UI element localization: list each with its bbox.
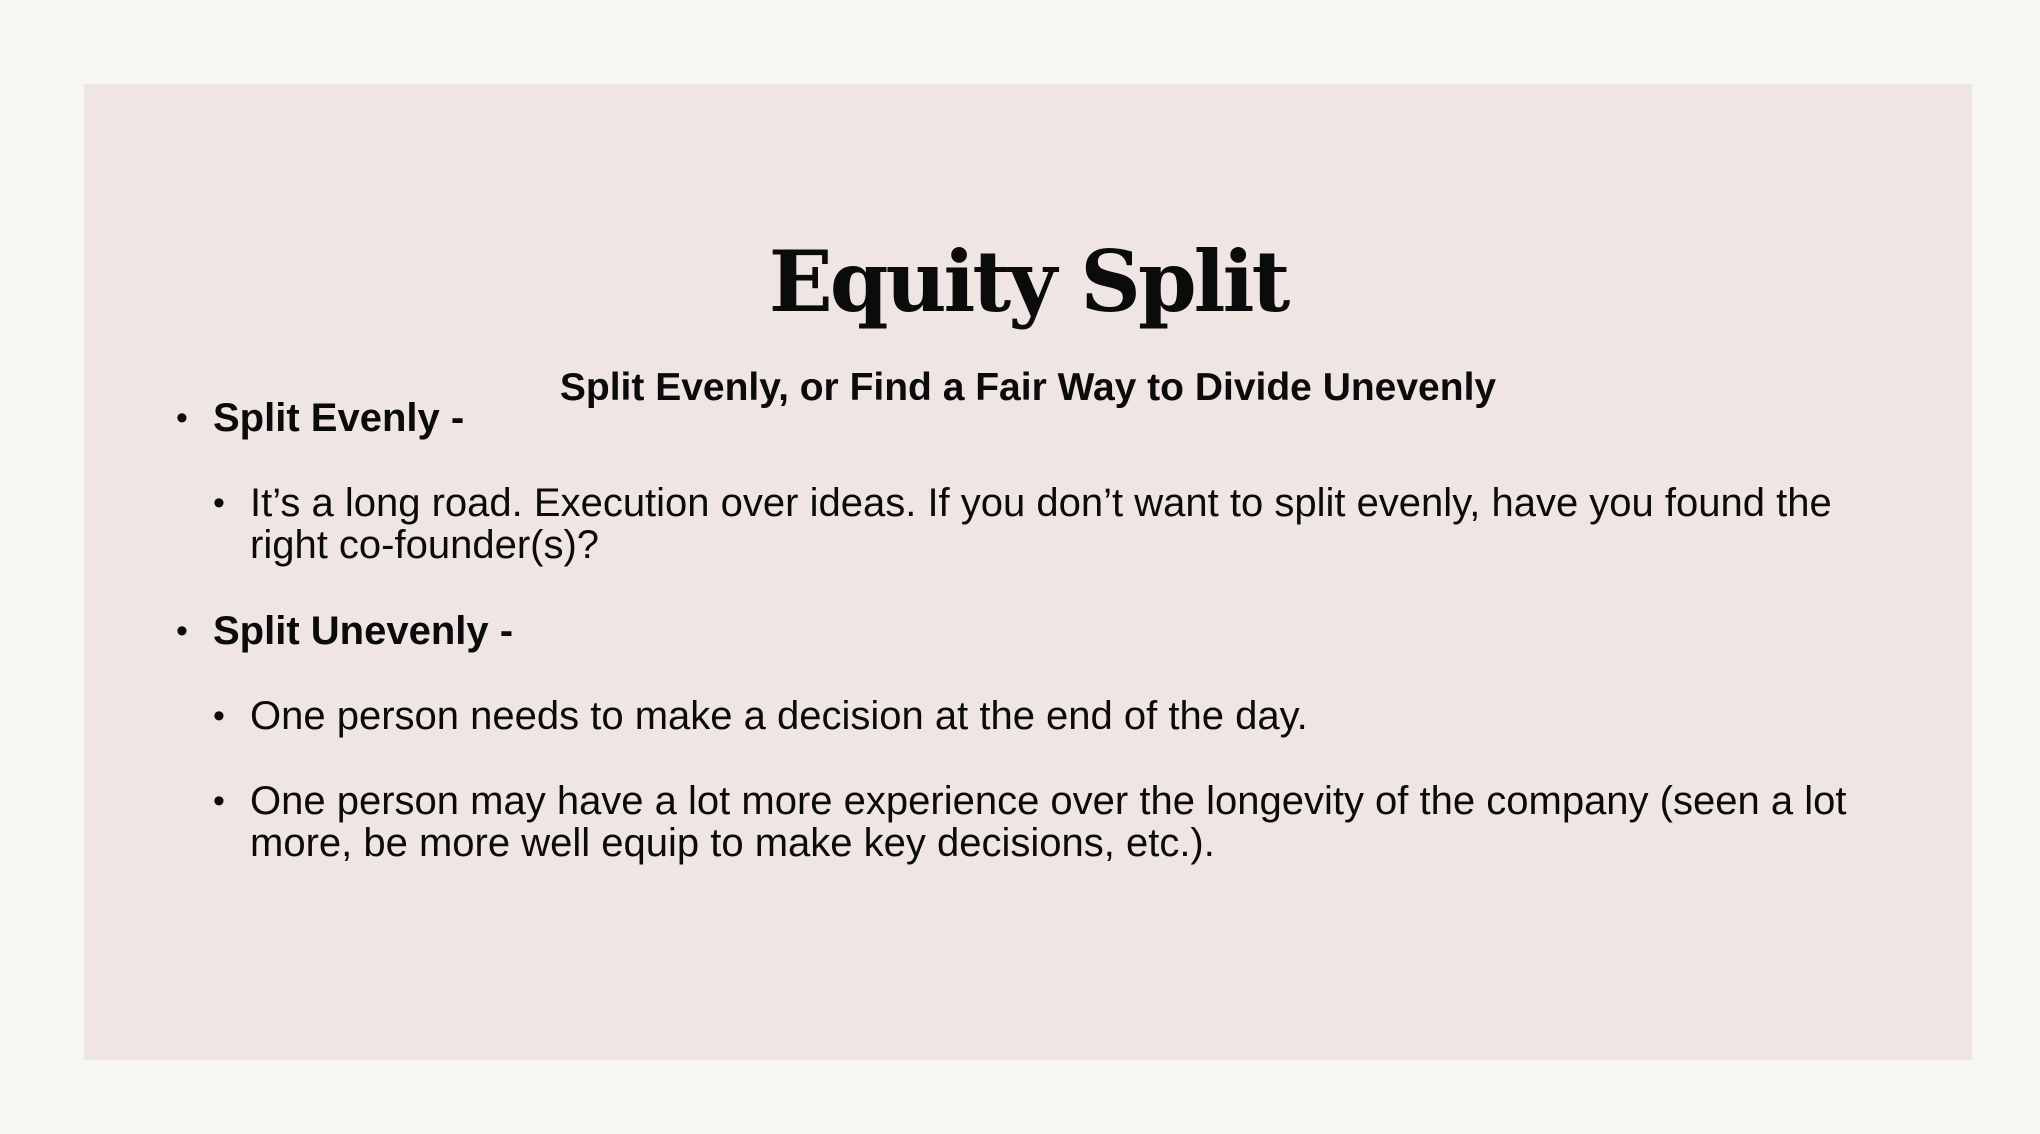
bullet-marker: • <box>176 399 188 437</box>
slide-subtitle: Split Evenly, or Find a Fair Way to Divide Unevenly <box>559 366 1497 409</box>
bullet-list <box>84 84 1972 1060</box>
sub-bullet-text: It’s a long road. Execution over ideas. If you don’t want to split evenly, have you found the right co-founder(s)? <box>250 481 1832 567</box>
bullet-heading: Split Evenly - <box>213 396 465 440</box>
slide <box>84 84 1972 1060</box>
bullet-marker: • <box>213 782 225 820</box>
bullet-marker: • <box>213 484 225 522</box>
sub-bullet-text: One person may have a lot more experience over the longevity of the company (seen a lot more, be more well equip to make key decisions, etc.). <box>250 779 1847 865</box>
sub-bullet-text: One person needs to make a decision at the end of the day. <box>250 694 1308 738</box>
bullet-marker: • <box>213 697 225 735</box>
bullet-marker: • <box>176 612 188 650</box>
slide-title: Equity Split <box>768 232 1288 331</box>
bullet-heading: Split Unevenly - <box>213 609 514 653</box>
